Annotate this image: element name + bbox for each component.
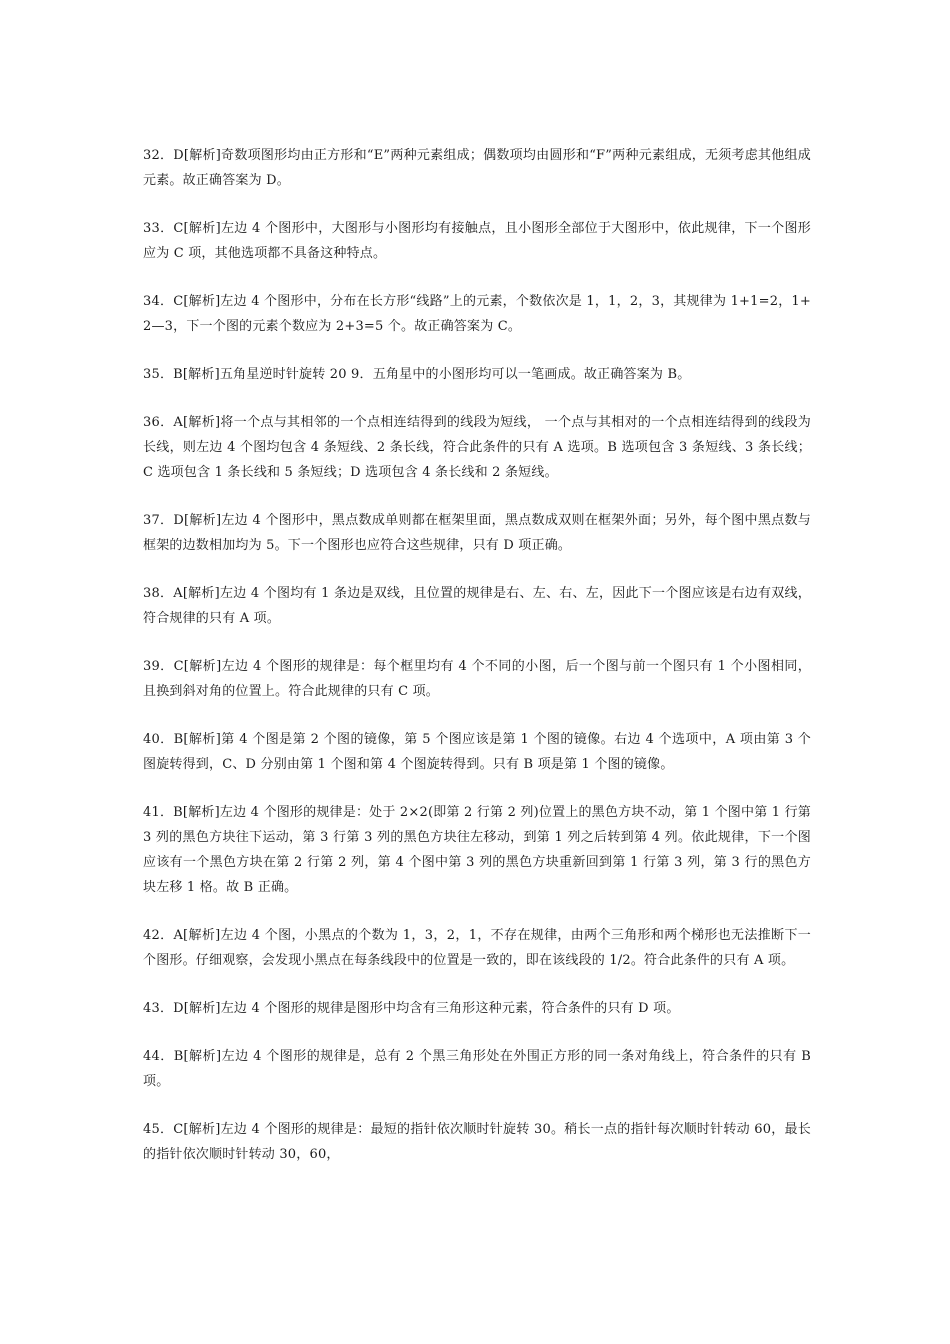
- answer-paragraph-38: 38．A[解析]左边 4 个图均有 1 条边是双线，且位置的规律是右、左、右、左，因此下一个图应该是右边有双线，符合规律的只有 A 项。: [143, 586, 811, 626]
- answer-paragraph-41: 41．B[解析]左边 4 个图形的规律是：处于 2×2(即第 2 行第 2 列)位置上的黑色方块不动，第 1 个图中第 1 行第 3 列的黑色方块往下运动，第 3 行第 3 列的黑色方块往左移动，到第 1 列之后转到第 4 列。依此规律，下一个图应该有一个黑色方块在第 2 行第 2 列，第 4 个图中第 3 列的黑色方块重新回到第 1 行第 3 列，第 3 行的黑色方块左移 1 格。故 B 正确。: [143, 805, 811, 895]
- answer-paragraph-40: 40．B[解析]第 4 个图是第 2 个图的镜像，第 5 个图应该是第 1 个图的镜像。右边 4 个选项中，A 项由第 3 个图旋转得到，C、D 分别由第 1 个图和第 4 个图旋转得到。只有 B 项是第 1 个图的镜像。: [143, 732, 811, 772]
- document-body: [143, 143, 811, 1190]
- answer-paragraph-42: 42．A[解析]左边 4 个图，小黑点的个数为 1，3，2，1，不存在规律，由两个三角形和两个梯形也无法推断下一个图形。仔细观察，会发现小黑点在每条线段中的位置是一致的，即在该线段的 1/2。符合此条件的只有 A 项。: [143, 928, 811, 968]
- answer-paragraph-35: 35．B[解析]五角星逆时针旋转 20 9．五角星中的小图形均可以一笔画成。故正确答案为 B。: [143, 367, 691, 382]
- answer-paragraph-36: 36．A[解析]将一个点与其相邻的一个点相连结得到的线段为短线， 一个点与其相对的一个点相连结得到的线段为长线，则左边 4 个图均包含 4 条短线、2 条长线，符合此条件的只有 A 选项。B 选项包含 3 条短线、3 条长线；C 选项包含 1 条长线和 5 条短线；D 选项包含 4 条长线和 2 条短线。: [143, 415, 811, 480]
- answer-paragraph-32: 32．D[解析]奇数项图形均由正方形和“E”两种元素组成；偶数项均由圆形和“F”两种元素组成，无须考虑其他组成元素。故正确答案为 D。: [143, 148, 811, 188]
- answer-paragraph-39: 39．C[解析]左边 4 个图形的规律是：每个框里均有 4 个不同的小图，后一个图与前一个图只有 1 个小图相同，且换到斜对角的位置上。符合此规律的只有 C 项。: [143, 659, 811, 699]
- answer-paragraph-37: 37．D[解析]左边 4 个图形中，黑点数成单则都在框架里面，黑点数成双则在框架外面；另外，每个图中黑点数与框架的边数相加均为 5。下一个图形也应符合这些规律，只有 D 项正确。: [143, 513, 811, 553]
- answer-paragraph-45: 45．C[解析]左边 4 个图形的规律是：最短的指针依次顺时针旋转 30。稍长一点的指针每次顺时针转动 60，最长的指针依次顺时针转动 30，60，: [143, 1122, 811, 1162]
- answer-paragraph-44: 44．B[解析]左边 4 个图形的规律是，总有 2 个黑三角形处在外围正方形的同一条对角线上，符合条件的只有 B 项。: [143, 1049, 811, 1089]
- answer-paragraph-33: 33．C[解析]左边 4 个图形中，大图形与小图形均有接触点，且小图形全部位于大图形中，依此规律，下一个图形应为 C 项，其他选项都不具备这种特点。: [143, 221, 811, 261]
- answer-paragraph-43: 43．D[解析]左边 4 个图形的规律是图形中均含有三角形这种元素，符合条件的只有 D 项。: [143, 1001, 680, 1016]
- answer-paragraph-34: 34．C[解析]左边 4 个图形中，分布在长方形“线路”上的元素，个数依次是 1，1，2，3，其规律为 1+1=2，1+2—3，下一个图的元素个数应为 2+3=5 个。故正确答案为 C。: [143, 294, 811, 334]
